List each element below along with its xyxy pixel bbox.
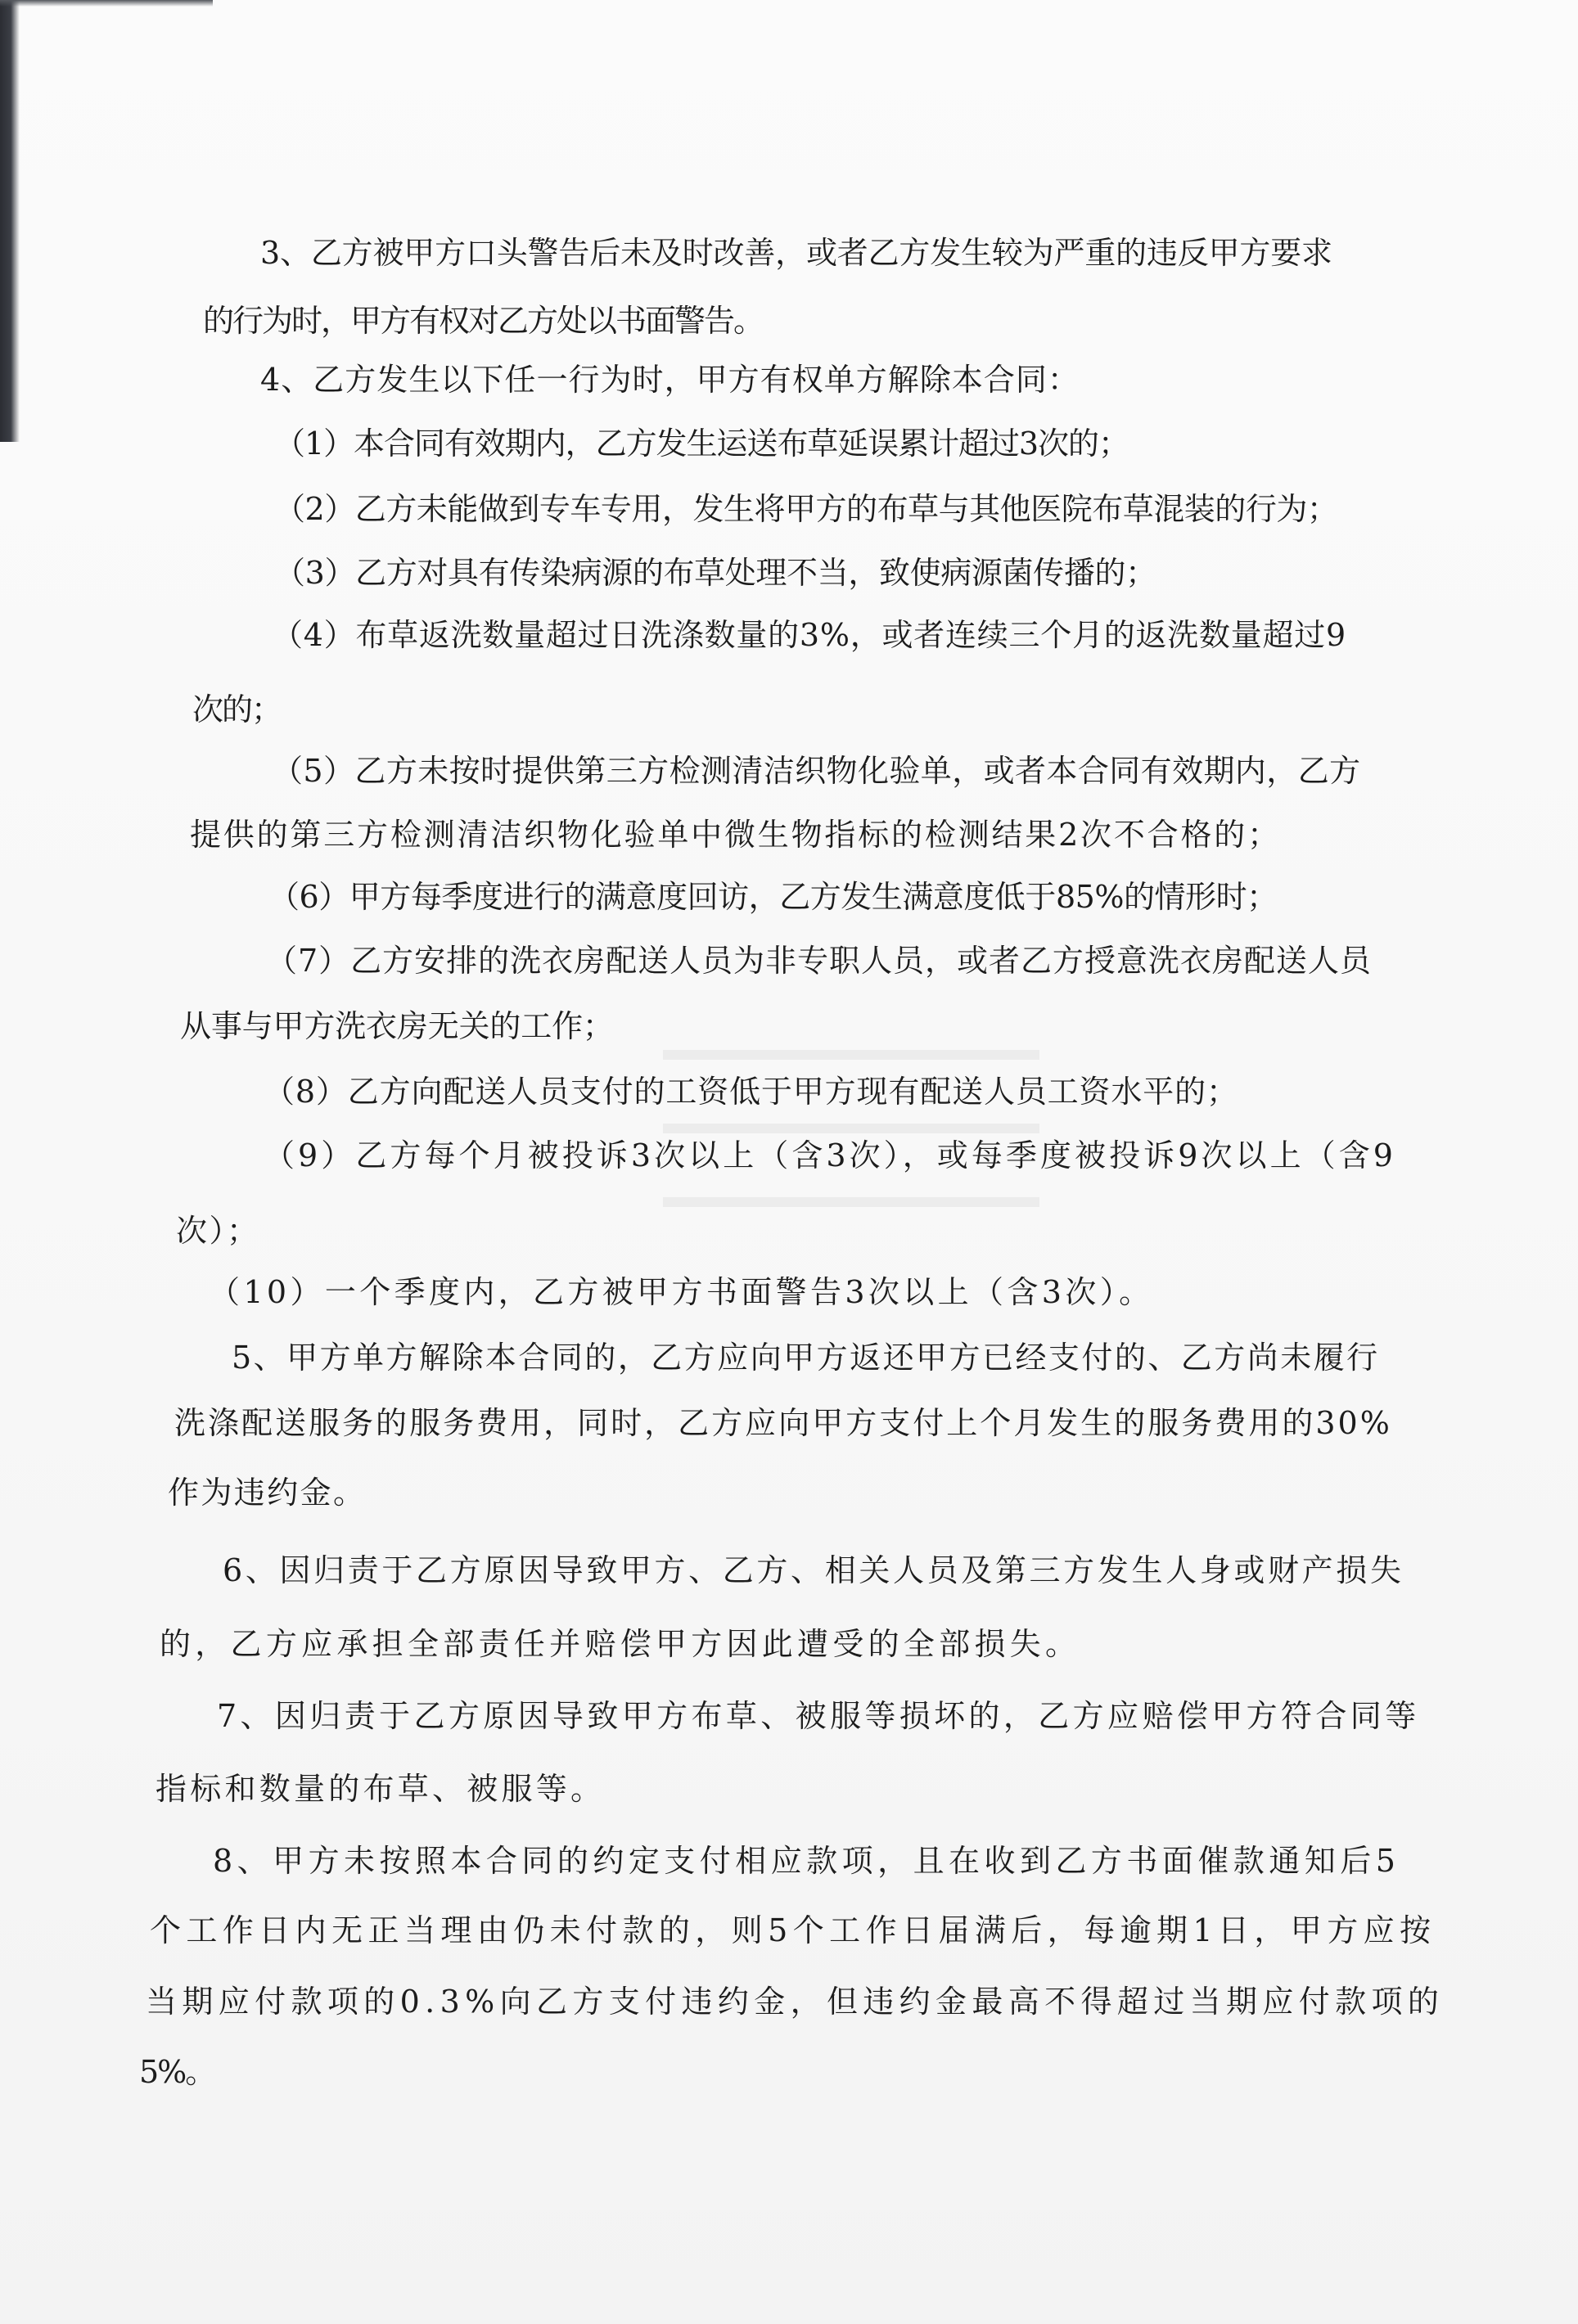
text-line: 次的； — [192, 691, 282, 727]
text-line: （1）本合同有效期内，乙方发生运送布草延误累计超过3次的； — [274, 426, 1129, 462]
text-line: （5）乙方未按时提供第三方检测清洁织物化验单，或者本合同有效期内，乙方 — [272, 753, 1361, 789]
text-line: 洗涤配送服务的服务费用，同时，乙方应向甲方支付上个月发生的服务费用的30% — [174, 1405, 1392, 1441]
text-line: 4、乙方发生以下任一行为时，甲方有权单方解除本合同： — [260, 362, 1080, 398]
text-line: 次）； — [176, 1213, 260, 1249]
text-line: 8、甲方未按照本合同的约定支付相应款项，且在收到乙方书面催款通知后5 — [213, 1843, 1400, 1879]
text-line: 作为违约金。 — [168, 1475, 367, 1511]
text-line: （7）乙方安排的洗衣房配送人员为非专职人员，或者乙方授意洗衣房配送人员 — [266, 943, 1372, 979]
text-line: 的，乙方应承担全部责任并赔偿甲方因此遭受的全部损失。 — [160, 1626, 1081, 1662]
text-line: 当期应付款项的0.3%向乙方支付违约金，但违约金最高不得超过当期应付款项的 — [146, 1984, 1445, 2020]
text-line: （10）一个季度内，乙方被甲方书面警告3次以上（含3次）。 — [209, 1274, 1154, 1310]
text-line: （8）乙方向配送人员支付的工资低于甲方现有配送人员工资水平的； — [264, 1074, 1238, 1110]
scan-shadow-top — [0, 0, 213, 7]
text-line: 从事与甲方洗衣房无关的工作； — [180, 1008, 614, 1044]
text-line: （6）甲方每季度进行的满意度回访，乙方发生满意度低于85%的情形时； — [268, 879, 1278, 915]
text-line: 个工作日内无正当理由仍未付款的，则5个工作日届满后，每逾期1日，甲方应按 — [150, 1912, 1436, 1948]
text-line: 的行为时，甲方有权对乙方处以书面警告。 — [203, 303, 764, 339]
text-line: （4）布草返洗数量超过日洗涤数量的3%，或者连续三个月的返洗数量超过9 — [272, 617, 1346, 653]
text-line: （3）乙方对具有传染病源的布草处理不当，致使病源菌传播的； — [274, 555, 1156, 591]
text-line: （2）乙方未能做到专车专用，发生将甲方的布草与其他医院布草混装的行为； — [274, 491, 1338, 527]
text-line: 3、乙方被甲方口头警告后未及时改善，或者乙方发生较为严重的违反甲方要求 — [260, 235, 1332, 271]
bleed-through-text — [663, 994, 1039, 1240]
text-line: 7、因归责于乙方原因导致甲方布草、被服等损坏的，乙方应赔偿甲方符合同等 — [217, 1698, 1420, 1734]
text-line: 5%。 — [139, 2054, 215, 2090]
text-line: （9）乙方每个月被投诉3次以上（含3次），或每季度被投诉9次以上（含9 — [264, 1137, 1396, 1173]
scan-shadow-left — [0, 0, 20, 442]
text-line: 5、甲方单方解除本合同的，乙方应向甲方返还甲方已经支付的、乙方尚未履行 — [232, 1340, 1380, 1376]
text-line: 指标和数量的布草、被服等。 — [156, 1771, 606, 1807]
text-line: 6、因归责于乙方原因导致甲方、乙方、相关人员及第三方发生人身或财产损失 — [223, 1552, 1404, 1588]
text-line: 提供的第三方检测清洁织物化验单中微生物指标的检测结果2次不合格的； — [190, 817, 1281, 853]
